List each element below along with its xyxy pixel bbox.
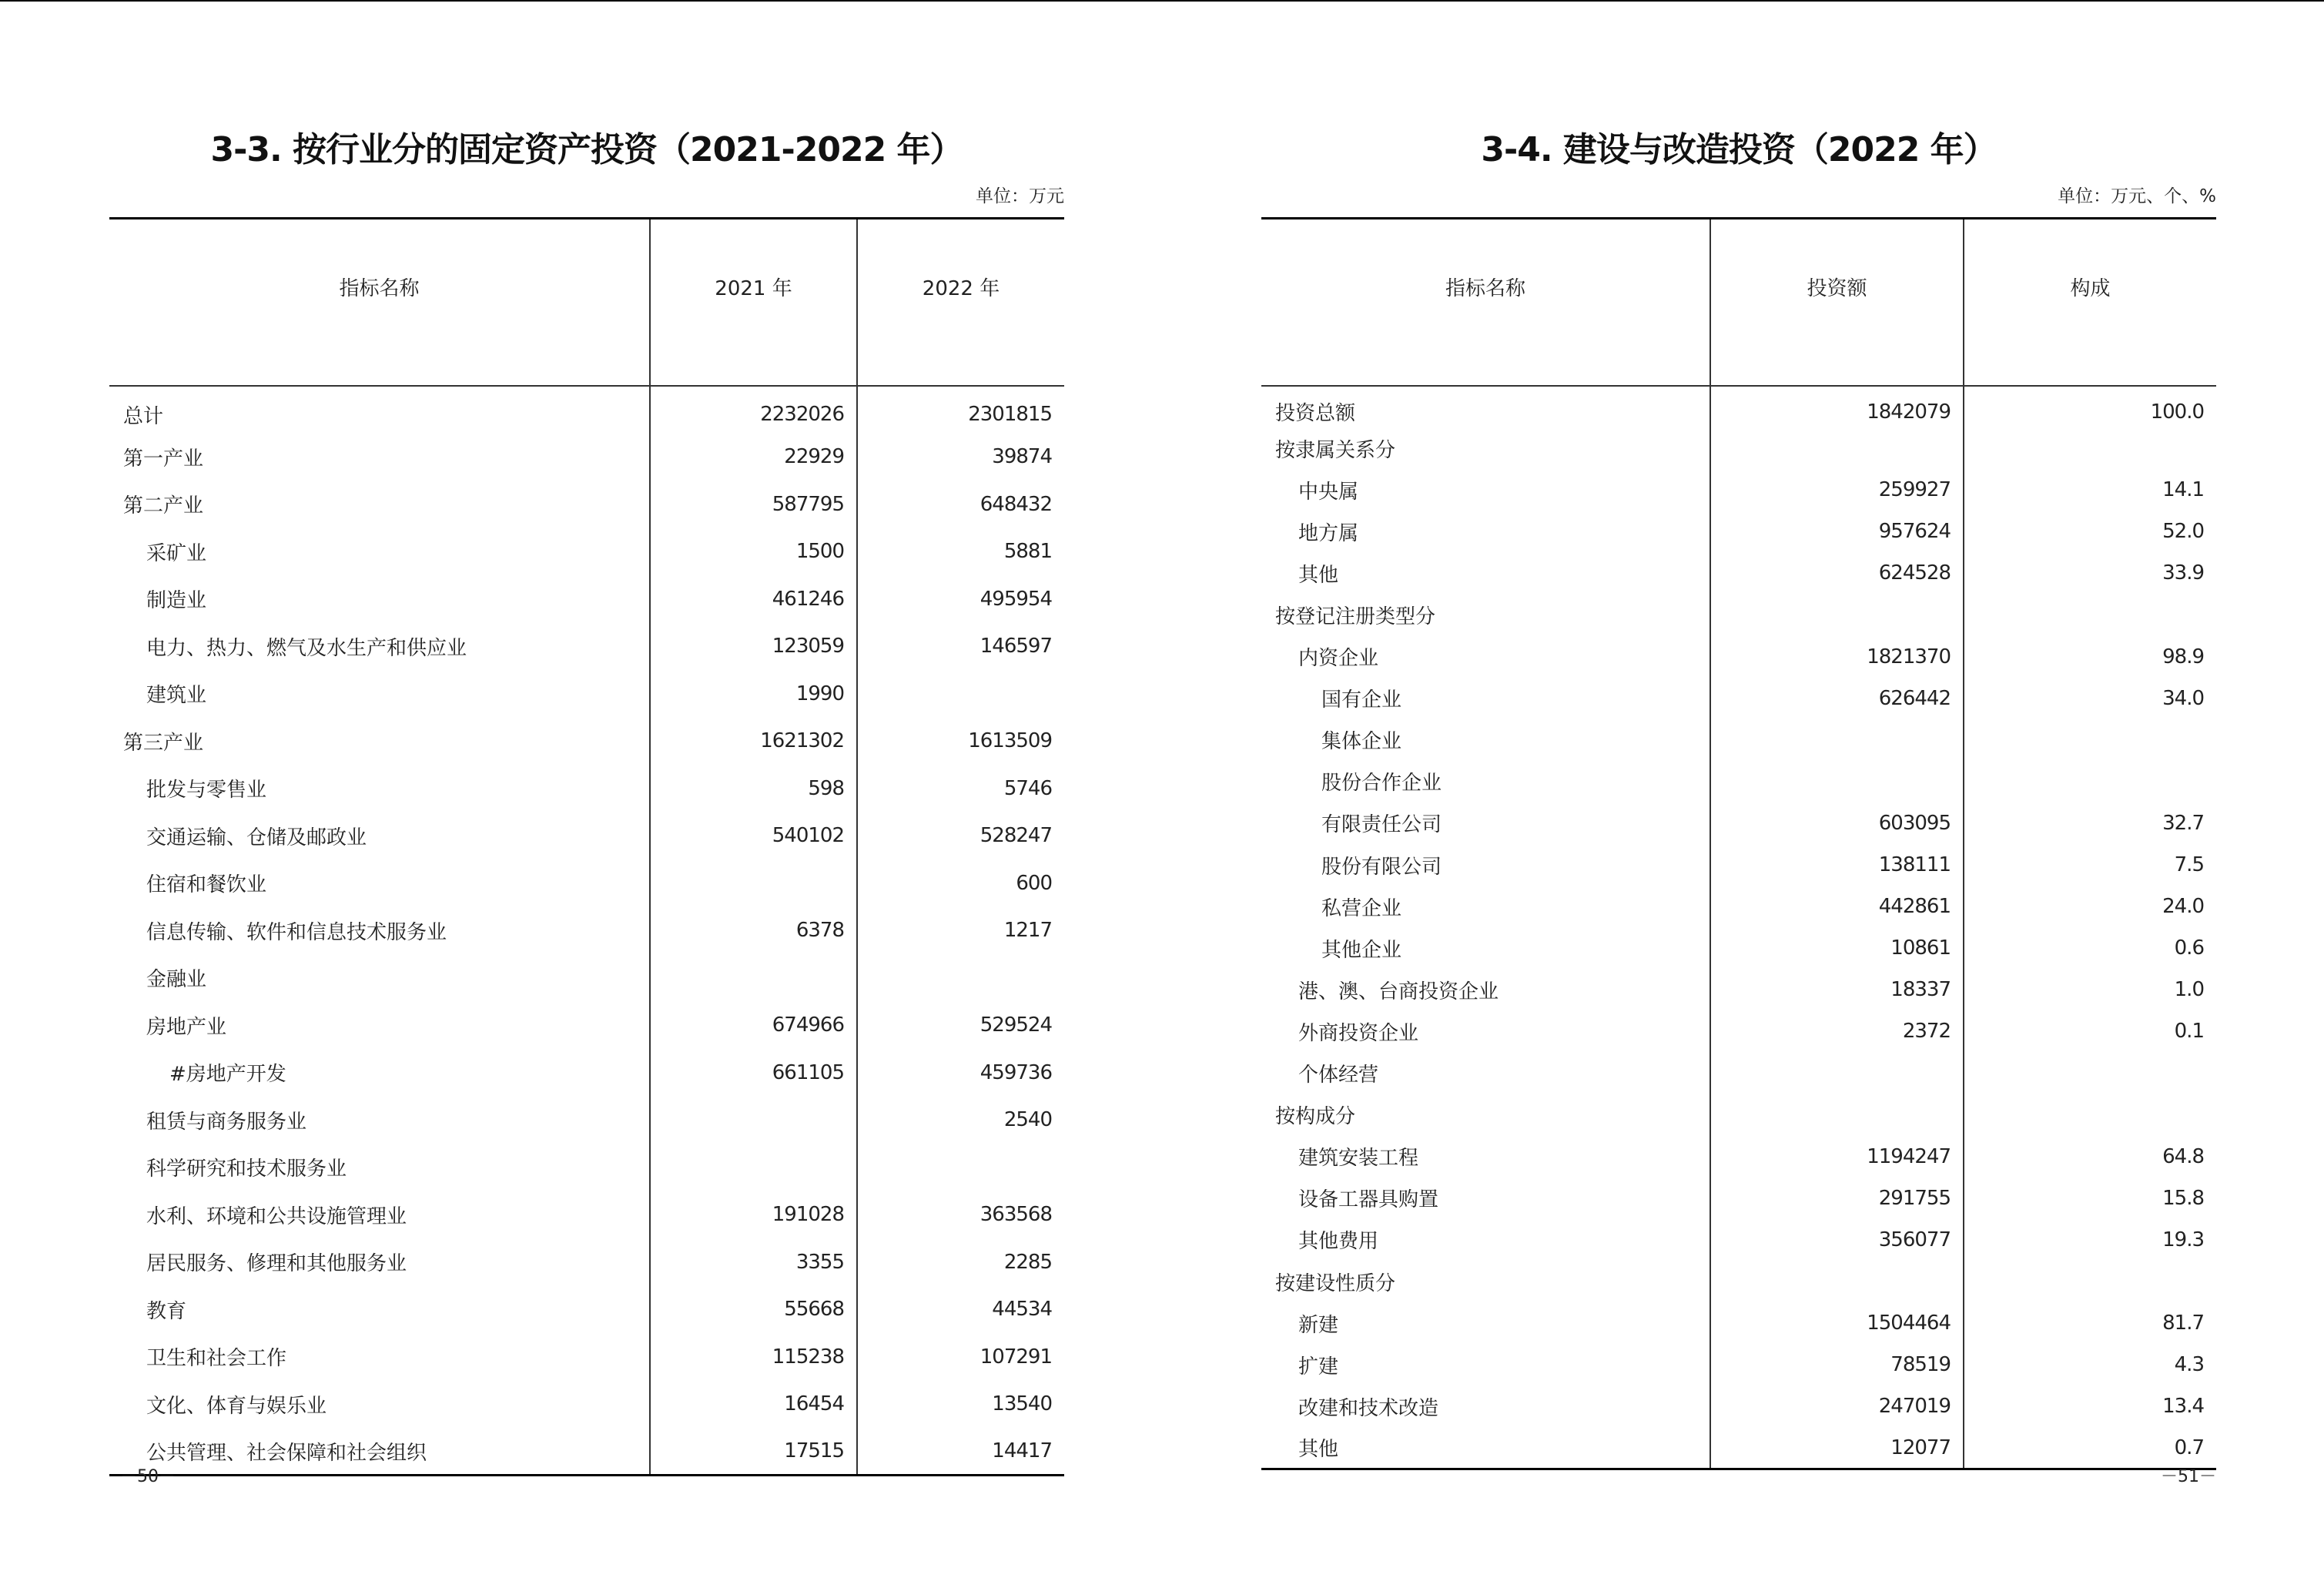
cell-amount: 957624 xyxy=(1710,511,1964,552)
cell-amount: 78519 xyxy=(1710,1344,1964,1385)
header-investment-amount: 投资额 xyxy=(1710,219,1964,387)
table-row xyxy=(109,1144,1064,1191)
table-row xyxy=(1261,886,2216,927)
cell-v2021 xyxy=(650,859,857,907)
cell-v2022: 146597 xyxy=(857,623,1064,671)
header-composition: 构成 xyxy=(1964,219,2216,387)
cell-amount xyxy=(1710,719,1964,761)
table-row xyxy=(1261,1094,2216,1136)
row-label: 电力、热力、燃气及水生产和供应业 xyxy=(146,636,467,660)
table-row xyxy=(109,1191,1064,1239)
cell-v2021: 16454 xyxy=(650,1381,857,1429)
header-2021: 2021 年 xyxy=(650,219,857,387)
cell-v2021 xyxy=(650,1097,857,1144)
table-row xyxy=(109,623,1064,671)
table-row xyxy=(1261,761,2216,802)
cell-share: 52.0 xyxy=(1964,511,2216,552)
table-row xyxy=(1261,1053,2216,1094)
industry-investment-table xyxy=(109,217,1064,1476)
cell-v2021: 1621302 xyxy=(650,718,857,766)
table-row xyxy=(109,1097,1064,1144)
cell-v2022: 528247 xyxy=(857,812,1064,860)
cell-v2021: 587795 xyxy=(650,481,857,528)
cell-amount: 1842079 xyxy=(1710,386,1964,427)
cell-amount xyxy=(1710,1053,1964,1094)
row-label: 第三产业 xyxy=(123,731,204,755)
row-label: 其他 xyxy=(1298,1438,1339,1462)
row-label: 建筑业 xyxy=(146,684,207,708)
table-row xyxy=(1261,511,2216,552)
right-unit-label: 单位：万元、个、% xyxy=(2058,186,2216,206)
cell-amount: 138111 xyxy=(1710,844,1964,886)
cell-v2022: 44534 xyxy=(857,1286,1064,1334)
cell-amount xyxy=(1710,594,1964,635)
cell-v2021: 115238 xyxy=(650,1333,857,1381)
cell-amount: 291755 xyxy=(1710,1178,1964,1219)
cell-share: 24.0 xyxy=(1964,886,2216,927)
cell-share xyxy=(1964,1094,2216,1136)
table-row xyxy=(1261,719,2216,761)
row-label: 住宿和餐饮业 xyxy=(146,873,267,897)
cell-amount: 12077 xyxy=(1710,1427,1964,1469)
cell-amount: 2372 xyxy=(1710,1010,1964,1052)
cell-v2021 xyxy=(650,1144,857,1191)
cell-v2022 xyxy=(857,670,1064,718)
left-page xyxy=(109,0,1064,1588)
cell-amount: 442861 xyxy=(1710,886,1964,927)
cell-v2022 xyxy=(857,1144,1064,1191)
cell-share: 98.9 xyxy=(1964,636,2216,678)
row-label: 房地产业 xyxy=(146,1015,227,1039)
table-row xyxy=(1261,969,2216,1010)
cell-v2022: 1217 xyxy=(857,907,1064,955)
cell-amount: 603095 xyxy=(1710,802,1964,844)
header-2022: 2022 年 xyxy=(857,219,1064,387)
row-label: 股份合作企业 xyxy=(1321,772,1442,796)
row-label: 内资企业 xyxy=(1298,647,1379,671)
cell-v2022 xyxy=(857,954,1064,1002)
cell-amount xyxy=(1710,1094,1964,1136)
cell-v2021: 17515 xyxy=(650,1428,857,1476)
table-row xyxy=(1261,1427,2216,1469)
construction-table-body xyxy=(1261,386,2216,1469)
cell-v2022: 5881 xyxy=(857,528,1064,576)
table-row xyxy=(1261,1010,2216,1052)
row-label: 投资总额 xyxy=(1275,402,1356,426)
table-row xyxy=(1261,1219,2216,1261)
cell-amount xyxy=(1710,1261,1964,1302)
row-label: 外商投资企业 xyxy=(1298,1021,1419,1045)
table-header-row xyxy=(1261,219,2216,387)
cell-share: 14.1 xyxy=(1964,469,2216,511)
row-label: 其他 xyxy=(1298,563,1339,587)
cell-share xyxy=(1964,1053,2216,1094)
table-row xyxy=(1261,386,2216,427)
table-row xyxy=(109,718,1064,766)
cell-v2022: 14417 xyxy=(857,1428,1064,1476)
cell-v2022: 600 xyxy=(857,859,1064,907)
row-label: 新建 xyxy=(1298,1313,1339,1337)
cell-share: 34.0 xyxy=(1964,678,2216,719)
row-label: 科学研究和技术服务业 xyxy=(146,1157,347,1181)
row-label: 港、澳、台商投资企业 xyxy=(1298,980,1499,1003)
row-label: 总计 xyxy=(123,404,164,428)
cell-share: 0.7 xyxy=(1964,1427,2216,1469)
table-row xyxy=(1261,1178,2216,1219)
row-label: 公共管理、社会保障和社会组织 xyxy=(146,1441,427,1465)
row-label: 按建设性质分 xyxy=(1275,1271,1396,1295)
cell-share: 81.7 xyxy=(1964,1302,2216,1344)
cell-v2022: 5746 xyxy=(857,765,1064,812)
table-row xyxy=(109,907,1064,955)
row-label: 租赁与商务服务业 xyxy=(146,1110,307,1134)
row-label: 按隶属关系分 xyxy=(1275,438,1396,462)
table-row xyxy=(1261,552,2216,594)
table-row xyxy=(109,1002,1064,1050)
cell-v2021: 461246 xyxy=(650,575,857,623)
cell-v2022: 107291 xyxy=(857,1333,1064,1381)
table-row xyxy=(1261,636,2216,678)
row-label: 扩建 xyxy=(1298,1355,1339,1379)
table-row xyxy=(109,812,1064,860)
header-indicator-name: 指标名称 xyxy=(109,219,650,387)
cell-v2021: 661105 xyxy=(650,1049,857,1097)
cell-share: 0.6 xyxy=(1964,927,2216,969)
cell-amount: 624528 xyxy=(1710,552,1964,594)
cell-amount: 247019 xyxy=(1710,1385,1964,1427)
cell-share: 13.4 xyxy=(1964,1385,2216,1427)
row-label: 有限责任公司 xyxy=(1321,813,1442,837)
table-row xyxy=(1261,1261,2216,1302)
cell-v2022: 2285 xyxy=(857,1238,1064,1286)
cell-share: 64.8 xyxy=(1964,1136,2216,1178)
row-label: 设备工器具购置 xyxy=(1298,1188,1439,1212)
table-row xyxy=(109,1238,1064,1286)
cell-v2021: 22929 xyxy=(650,434,857,481)
table-row xyxy=(109,859,1064,907)
row-label: 批发与零售业 xyxy=(146,779,267,802)
row-label: 文化、体育与娱乐业 xyxy=(146,1394,327,1418)
table-row xyxy=(1261,1136,2216,1178)
row-label: #房地产开发 xyxy=(169,1063,286,1087)
table-row xyxy=(109,1381,1064,1429)
table-row xyxy=(109,1428,1064,1476)
cell-share xyxy=(1964,761,2216,802)
table-row xyxy=(1261,927,2216,969)
cell-v2021: 3355 xyxy=(650,1238,857,1286)
cell-v2021: 540102 xyxy=(650,812,857,860)
row-label: 按构成分 xyxy=(1275,1105,1356,1129)
cell-share: 0.1 xyxy=(1964,1010,2216,1052)
row-label: 信息传输、软件和信息技术服务业 xyxy=(146,920,447,944)
row-label: 卫生和社会工作 xyxy=(146,1347,287,1371)
table-row xyxy=(1261,802,2216,844)
table-row xyxy=(109,1286,1064,1334)
row-label: 制造业 xyxy=(146,589,207,613)
cell-share: 4.3 xyxy=(1964,1344,2216,1385)
left-page-number: －50－ xyxy=(120,1467,176,1486)
row-label: 水利、环境和公共设施管理业 xyxy=(146,1204,407,1228)
row-label: 其他费用 xyxy=(1298,1230,1379,1254)
table-row xyxy=(1261,594,2216,635)
cell-amount: 259927 xyxy=(1710,469,1964,511)
cell-v2021: 674966 xyxy=(650,1002,857,1050)
row-label: 个体经营 xyxy=(1298,1064,1379,1087)
cell-share: 33.9 xyxy=(1964,552,2216,594)
header-indicator-name: 指标名称 xyxy=(1261,219,1710,387)
table-row xyxy=(109,575,1064,623)
table-row xyxy=(1261,678,2216,719)
cell-v2022: 2540 xyxy=(857,1097,1064,1144)
cell-v2022: 459736 xyxy=(857,1049,1064,1097)
cell-v2022: 648432 xyxy=(857,481,1064,528)
table-row xyxy=(1261,1385,2216,1427)
row-label: 地方属 xyxy=(1298,521,1359,545)
right-page xyxy=(1261,0,2216,1588)
cell-v2021: 6378 xyxy=(650,907,857,955)
table-row xyxy=(109,528,1064,576)
cell-amount xyxy=(1710,761,1964,802)
cell-amount: 1194247 xyxy=(1710,1136,1964,1178)
cell-v2021: 598 xyxy=(650,765,857,812)
row-label: 国有企业 xyxy=(1321,688,1402,712)
cell-v2021: 1500 xyxy=(650,528,857,576)
row-label: 第二产业 xyxy=(123,494,204,518)
row-label: 中央属 xyxy=(1298,480,1359,504)
table-row xyxy=(1261,844,2216,886)
row-label: 金融业 xyxy=(146,968,207,992)
cell-amount: 356077 xyxy=(1710,1219,1964,1261)
cell-share xyxy=(1964,1261,2216,1302)
cell-v2022: 363568 xyxy=(857,1191,1064,1239)
cell-amount xyxy=(1710,427,1964,469)
cell-v2022: 1613509 xyxy=(857,718,1064,766)
cell-share xyxy=(1964,719,2216,761)
cell-amount: 10861 xyxy=(1710,927,1964,969)
cell-v2021: 55668 xyxy=(650,1286,857,1334)
row-label: 建筑安装工程 xyxy=(1298,1147,1419,1171)
table-row xyxy=(109,954,1064,1002)
cell-v2022: 39874 xyxy=(857,434,1064,481)
table-row xyxy=(1261,1302,2216,1344)
cell-v2021: 191028 xyxy=(650,1191,857,1239)
right-table-title: 3-4. 建设与改造投资（2022 年） xyxy=(1481,130,1997,169)
cell-v2022: 2301815 xyxy=(857,386,1064,434)
table-row xyxy=(109,1333,1064,1381)
cell-amount: 1821370 xyxy=(1710,636,1964,678)
cell-share: 100.0 xyxy=(1964,386,2216,427)
row-label: 私营企业 xyxy=(1321,896,1402,920)
cell-v2021 xyxy=(650,954,857,1002)
cell-share xyxy=(1964,594,2216,635)
cell-amount: 626442 xyxy=(1710,678,1964,719)
cell-v2021: 2232026 xyxy=(650,386,857,434)
cell-amount: 1504464 xyxy=(1710,1302,1964,1344)
table-row xyxy=(1261,469,2216,511)
row-label: 第一产业 xyxy=(123,447,204,471)
row-label: 其他企业 xyxy=(1321,938,1402,962)
left-table-title: 3-3. 按行业分的固定资产投资（2021-2022 年） xyxy=(210,130,963,169)
cell-v2021: 1990 xyxy=(650,670,857,718)
row-label: 教育 xyxy=(146,1299,187,1323)
cell-share xyxy=(1964,427,2216,469)
left-unit-label: 单位：万元 xyxy=(976,186,1064,206)
cell-share: 15.8 xyxy=(1964,1178,2216,1219)
cell-share: 19.3 xyxy=(1964,1219,2216,1261)
row-label: 采矿业 xyxy=(146,541,207,565)
row-label: 居民服务、修理和其他服务业 xyxy=(146,1252,407,1276)
cell-v2022: 495954 xyxy=(857,575,1064,623)
row-label: 集体企业 xyxy=(1321,730,1402,754)
construction-investment-table xyxy=(1261,217,2216,1470)
cell-share: 32.7 xyxy=(1964,802,2216,844)
table-row xyxy=(109,670,1064,718)
cell-share: 1.0 xyxy=(1964,969,2216,1010)
cell-amount: 18337 xyxy=(1710,969,1964,1010)
table-row xyxy=(109,434,1064,481)
cell-share: 7.5 xyxy=(1964,844,2216,886)
right-page-number: －51－ xyxy=(2161,1467,2216,1486)
row-label: 交通运输、仓储及邮政业 xyxy=(146,826,367,849)
table-header-row xyxy=(109,219,1064,387)
cell-v2022: 13540 xyxy=(857,1381,1064,1429)
table-row xyxy=(109,765,1064,812)
table-row xyxy=(109,386,1064,434)
table-row xyxy=(1261,427,2216,469)
table-row xyxy=(109,481,1064,528)
row-label: 改建和技术改造 xyxy=(1298,1396,1439,1420)
row-label: 股份有限公司 xyxy=(1321,855,1442,879)
row-label: 按登记注册类型分 xyxy=(1275,605,1436,629)
table-row xyxy=(109,1049,1064,1097)
cell-v2021: 123059 xyxy=(650,623,857,671)
cell-v2022: 529524 xyxy=(857,1002,1064,1050)
table-row xyxy=(1261,1344,2216,1385)
industry-table-body xyxy=(109,386,1064,1476)
